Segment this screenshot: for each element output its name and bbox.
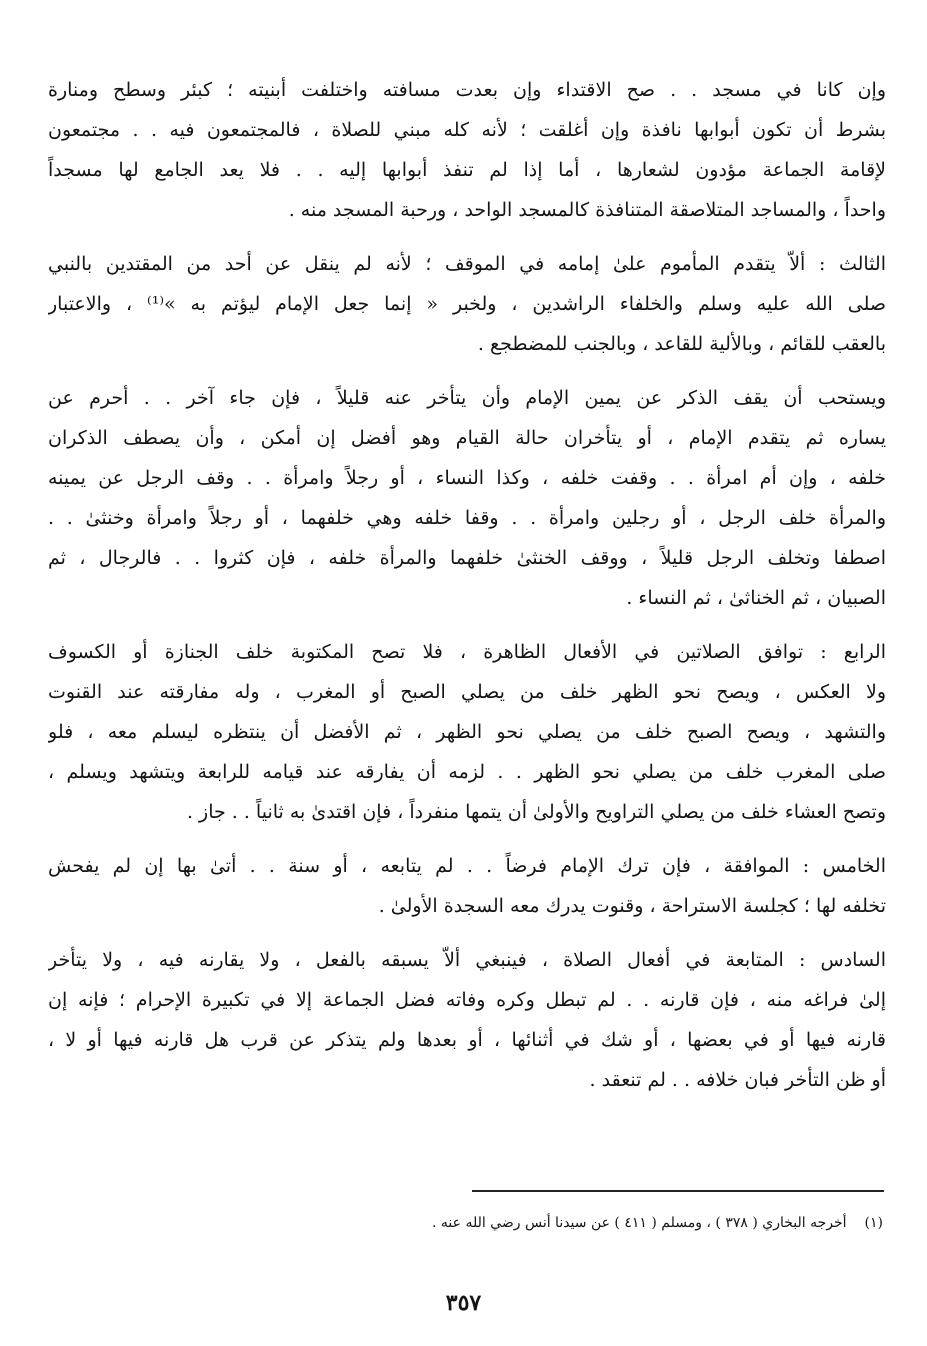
- paragraph-mosque-connection: [48, 70, 886, 230]
- page-number: ٣٥٧: [445, 1290, 482, 1316]
- text-line: والمرأة خلف الرجل ، أو رجلين وامرأة . . وقفا خلفه وهي خلفهما ، أو رجلاً وامرأة وخنثىٰ . .: [48, 507, 886, 529]
- paragraph-sixth-condition: [48, 940, 886, 1100]
- text-line: قارنه فيها أو في بعضها ، أو شك في أثنائها ، أو بعدها ولم يتذكر عن قرب هل قارنه فيها أو لا ،: [48, 1029, 886, 1051]
- text-line: الرابع : توافق الصلاتين في الأفعال الظاهرة ، فلا تصح المكتوبة خلف الجنازة أو الكسوف: [48, 641, 886, 663]
- text-line: صلى المغرب خلف من يصلي نحو الظهر . . لزمه أن يفارقه عند قيامه للرابعة ويتشهد ويسلم ،: [48, 761, 886, 783]
- text-line: واحداً ، والمساجد المتلاصقة المتنافذة كالمسجد الواحد ، ورحبة المسجد منه .: [288, 199, 886, 221]
- text-line: بشرط أن تكون أبوابها نافذة وإن أغلقت ؛ لأنه كله مبني للصلاة ، فالمجتمعون فيه . . مجتمعون: [48, 119, 886, 141]
- text-line: خلفه ، وإن أم امرأة . . وقفت خلفه ، وكذا النساء ، أو رجلاً وامرأة . . وقف الرجل عن يمينه: [48, 467, 886, 489]
- text-line: السادس : المتابعة في أفعال الصلاة ، فينبغي ألاّ يسبقه بالفعل ، ولا يقارنه فيه ، ولا يتأخر: [48, 949, 886, 971]
- text-line: الخامس : الموافقة ، فإن ترك الإمام فرضاً . . لم يتابعه ، أو سنة . . أتىٰ بها إن لم يفحش: [48, 855, 886, 877]
- paragraph-third-condition: [48, 244, 886, 364]
- text-line: يساره ثم يتقدم الإمام ، أو يتأخران حالة القيام وهو أفضل إن أمكن ، وأن يصطف الذكران: [48, 427, 886, 449]
- text-line: والتشهد ، ويصح الصبح خلف من يصلي نحو الظهر ، ثم الأفضل أن ينتظره ليسلم معه ، فلو: [48, 721, 886, 743]
- text-line: ويستحب أن يقف الذكر عن يمين الإمام وأن يتأخر عنه قليلاً ، فإن جاء آخر . . أحرم عن: [48, 387, 886, 409]
- paragraph-standing-positions: [48, 378, 886, 618]
- page-body: [48, 70, 886, 1100]
- text-line: صلى الله عليه وسلم والخلفاء الراشدين ، ولخبر « إنما جعل الإمام ليؤتم به »⁽¹⁾ ، والاعتبار: [48, 293, 886, 315]
- text-line: الثالث : ألاّ يتقدم المأموم علىٰ إمامه في الموقف ؛ لأنه لم ينقل عن أحد من المقتدين بالنبي: [48, 253, 886, 275]
- footnote-number: (١): [864, 1215, 883, 1231]
- text-line: وإن كانا في مسجد . . صح الاقتداء وإن بعدت مسافته واختلفت أبنيته ؛ كبئر وسطح ومنارة: [48, 79, 886, 101]
- text-line: اصطفا وتخلف الرجل قليلاً ، ووقف الخنثىٰ خلفهما والمرأة خلفه ، فإن كثروا . . فالرجال ، ثم: [48, 547, 886, 569]
- text-line: ولا العكس ، ويصح نحو الظهر خلف من يصلي الصبح أو المغرب ، وله مفارقته عند القنوت: [48, 681, 886, 703]
- paragraph-fourth-condition: [48, 632, 886, 832]
- text-line: بالعقب للقائم ، وبالألية للقاعد ، وبالجنب للمضطجع .: [477, 333, 886, 355]
- text-line: الصبيان ، ثم الخناثىٰ ، ثم النساء .: [626, 587, 886, 609]
- text-line: إلىٰ فراغه منه ، فإن قارنه . . لم تبطل وكره وفاته فضل الجماعة إلا في تكبيرة الإحرام ؛ فإنه إن: [48, 989, 886, 1011]
- footnote: [363, 1212, 883, 1234]
- text-line: أو ظن التأخر فبان خلافه . . لم تنعقد .: [589, 1069, 886, 1091]
- text-line: وتصح العشاء خلف من يصلي التراويح والأولىٰ أن يتمها منفرداً ، فإن اقتدىٰ به ثانياً . . جاز .: [186, 801, 886, 823]
- text-line: تخلفه لها ؛ كجلسة الاستراحة ، وقنوت يدرك معه السجدة الأولىٰ .: [378, 895, 886, 917]
- paragraph-fifth-condition: [48, 846, 886, 926]
- footnote-divider: [472, 1190, 884, 1192]
- text-line: لإقامة الجماعة مؤدون لشعارها ، أما إذا لم تنفذ أبوابها إليه . . فلا يعد الجامع لها مسجداً: [48, 159, 886, 181]
- footnote-text: أخرجه البخاري ( ٣٧٨ ) ، ومسلم ( ٤١١ ) عن سيدنا أنس رضي الله عنه .: [432, 1215, 847, 1231]
